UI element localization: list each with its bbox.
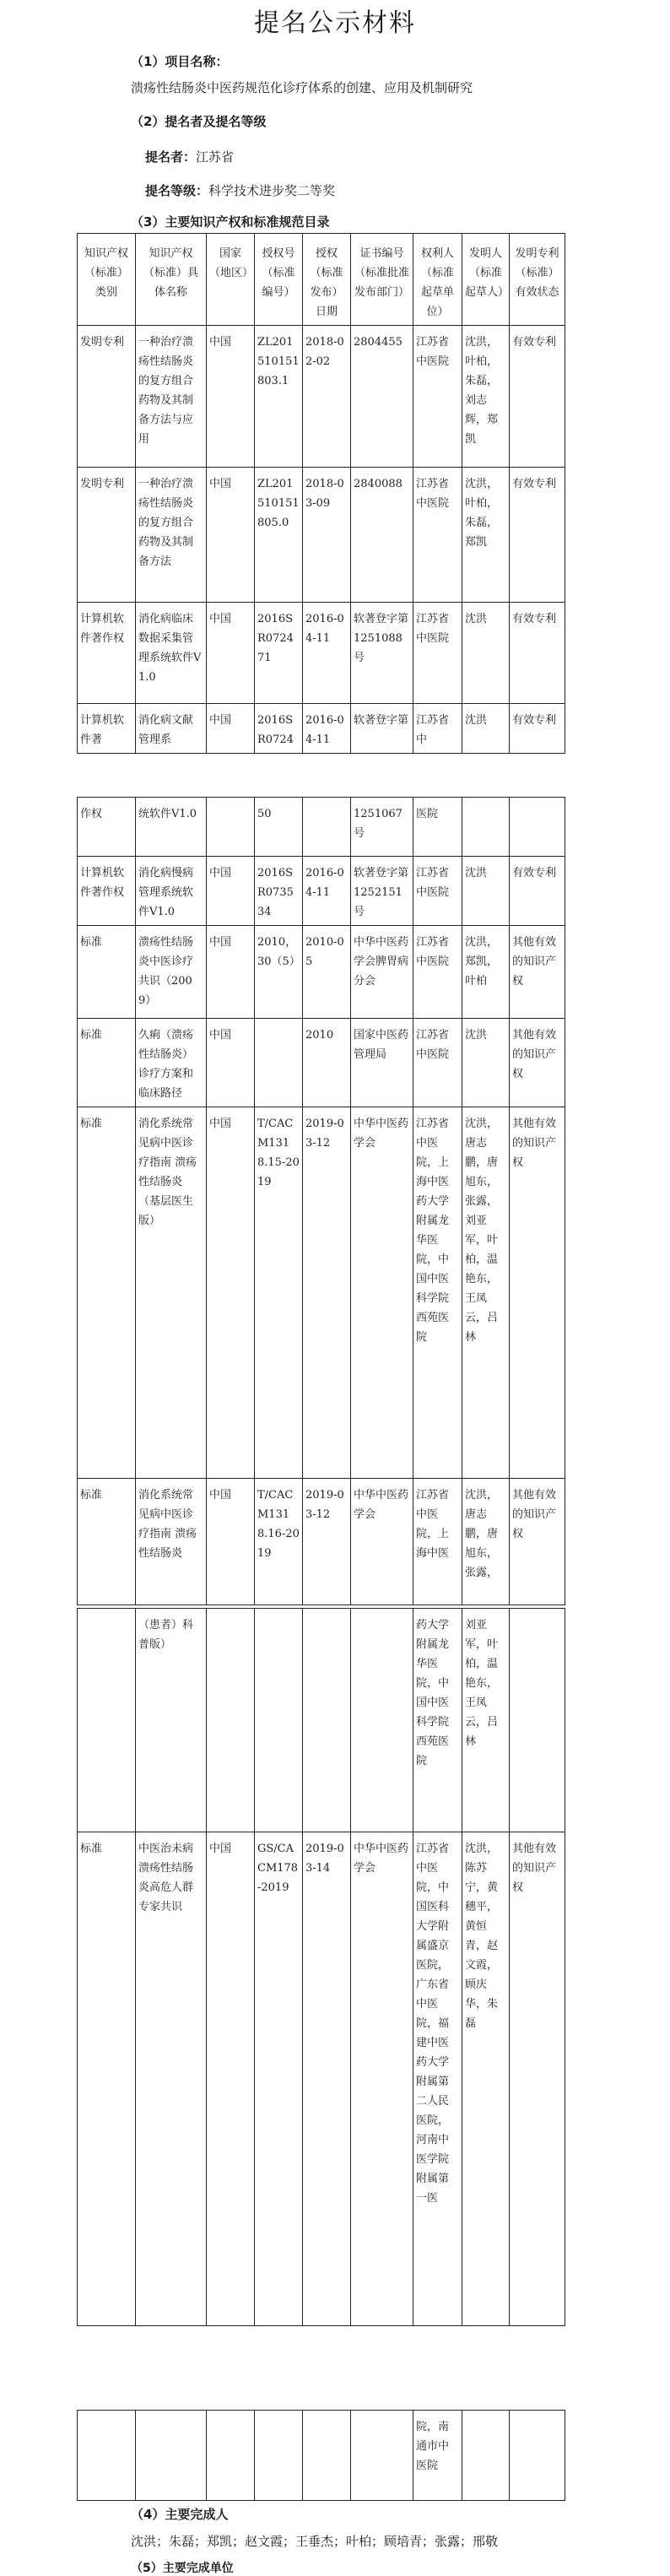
table-cell xyxy=(510,2411,565,2501)
table-cell: 江苏省中医院 xyxy=(413,1019,462,1107)
table-cell: 中华中医药学会 xyxy=(351,1479,413,1605)
table-cell: 2840088 xyxy=(351,468,413,603)
nominator-label: 提名者： xyxy=(145,149,197,165)
project-name: 溃疡性结肠炎中医药规范化诊疗体系的创建、应用及机制研究 xyxy=(131,80,473,95)
table-cell xyxy=(510,798,565,857)
table-cell: 2010，30（5） xyxy=(255,926,303,1019)
table-cell: 中国 xyxy=(207,326,255,468)
page-title: 提名公示材料 xyxy=(254,8,416,38)
table-cell: 沈洪 xyxy=(462,704,510,754)
part-1-body xyxy=(78,326,565,754)
part-2-body xyxy=(78,798,565,1605)
table-row xyxy=(78,704,565,754)
table-cell xyxy=(207,798,255,857)
header-cell: 知识产权（标准）类别 xyxy=(78,234,136,326)
table-row xyxy=(78,326,565,468)
table-cell: 江苏省中医院，上海中医 xyxy=(413,1479,462,1605)
table-row xyxy=(78,926,565,1019)
table-cell xyxy=(78,2411,136,2501)
nominator-line xyxy=(145,148,234,165)
table-cell: 沈洪，陈苏宁，黄穗平，黄恒青，赵文霞，顾庆华，朱磊 xyxy=(462,1832,510,2326)
table-cell: 沈洪 xyxy=(462,857,510,926)
table-cell: ZL201510151805.0 xyxy=(255,468,303,603)
table-cell: 计算机软件著 xyxy=(78,704,136,754)
header-cell: 授权号（标准编号） xyxy=(255,234,303,326)
table-cell: 计算机软件著作权 xyxy=(78,857,136,926)
table-cell: 有效专利 xyxy=(510,468,565,603)
table-cell: 沈洪 xyxy=(462,603,510,704)
table-cell: 国家中医药管理局 xyxy=(351,1019,413,1107)
table-cell: 2010 xyxy=(303,1019,351,1107)
table-cell: 有效专利 xyxy=(510,326,565,468)
table-row xyxy=(78,1107,565,1479)
table-cell: GS/CACM178-2019 xyxy=(255,1832,303,2326)
table-cell: 有效专利 xyxy=(510,603,565,704)
table-cell: 标准 xyxy=(78,1019,136,1107)
table-cell: 消化系统常见病中医诊疗指南 溃疡性结肠炎（基层医生版） xyxy=(136,1107,207,1479)
table-cell: 2016SR073534 xyxy=(255,857,303,926)
ip-table-part-3 xyxy=(77,1608,565,2326)
table-cell: 2016SR072471 xyxy=(255,603,303,704)
table-cell xyxy=(207,2411,255,2501)
header-cell: 知识产权（标准）具体名称 xyxy=(136,234,207,326)
grade-line xyxy=(145,181,335,199)
table-cell: 江苏省中医院 xyxy=(413,326,462,468)
table-cell: 统软件V1.0 xyxy=(136,798,207,857)
table-cell: （患者）科普版） xyxy=(136,1609,207,1832)
header-cell: 发明人（标准起草人） xyxy=(462,234,510,326)
table-cell: 软著登字第 xyxy=(351,704,413,754)
table-cell: T/CACM1318.16-2019 xyxy=(255,1479,303,1605)
table-cell: 消化病慢病管理系统软件V1.0 xyxy=(136,857,207,926)
table-row xyxy=(78,1832,565,2326)
ip-table-part-2 xyxy=(77,797,565,1605)
table-cell: 发明专利 xyxy=(78,326,136,468)
table-cell: ZL201510151803.1 xyxy=(255,326,303,468)
table-cell: 标准 xyxy=(78,1832,136,2326)
table-cell: 江苏省中医院，上海中医药大学附属龙华医院，中国中医科学院西苑医院 xyxy=(413,1107,462,1479)
table-cell: 中国 xyxy=(207,926,255,1019)
table-cell: 溃疡性结肠炎中医诊疗共识（2009） xyxy=(136,926,207,1019)
table-cell: 院，南通市中医院 xyxy=(413,2411,462,2501)
table-cell: 其他有效的知识产权 xyxy=(510,1107,565,1479)
table-row xyxy=(78,2411,565,2501)
table-cell: 沈洪，郑凯，叶柏 xyxy=(462,926,510,1019)
table-cell: T/CACM1318.15-2019 xyxy=(255,1107,303,1479)
table-cell: 标准 xyxy=(78,1479,136,1605)
table-cell: 医院 xyxy=(413,798,462,857)
table-cell: 江苏省中医院 xyxy=(413,468,462,603)
table-cell: 中国 xyxy=(207,857,255,926)
table-cell: 50 xyxy=(255,798,303,857)
table-cell xyxy=(303,798,351,857)
section-5-heading: （5）主要完成单位 xyxy=(131,2562,234,2575)
table-cell: 江苏省中医院 xyxy=(413,603,462,704)
table-cell: 一种治疗溃疡性结肠炎的复方组合药物及其制备方法 xyxy=(136,468,207,603)
table-cell: 有效专利 xyxy=(510,704,565,754)
table-cell: 其他有效的知识产权 xyxy=(510,926,565,1019)
table-cell: 一种治疗溃疡性结肠炎的复方组合药物及其制备方法与应用 xyxy=(136,326,207,468)
header-cell: 证书编号（标准批准发布部门） xyxy=(351,234,413,326)
table-row xyxy=(78,468,565,603)
table-cell: 中国 xyxy=(207,1107,255,1479)
table-cell: 软著登字第1251088号 xyxy=(351,603,413,704)
table-cell: 2019-03-12 xyxy=(303,1479,351,1605)
table-cell: 江苏省中医院，中国医科大学附属盛京医院，广东省中医院，福建中医药大学附属第二人民医院，河南中医学院附属第一医 xyxy=(413,1832,462,2326)
table-cell: 2018-03-09 xyxy=(303,468,351,603)
table-cell: 江苏省中医院 xyxy=(413,857,462,926)
table-cell: 江苏省中 xyxy=(413,704,462,754)
table-cell xyxy=(78,1609,136,1832)
header-cell: 授权（标准发布）日期 xyxy=(303,234,351,326)
ip-table-part-1 xyxy=(77,233,565,754)
table-cell: 2010-05 xyxy=(303,926,351,1019)
table-cell: 中华中医药学会 xyxy=(351,1107,413,1479)
section-2-heading: （2）提名者及提名等级 xyxy=(131,114,267,129)
table-cell xyxy=(255,2411,303,2501)
header-cell: 国家（地区） xyxy=(207,234,255,326)
table-cell xyxy=(255,1019,303,1107)
table-cell: 其他有效的知识产权 xyxy=(510,1019,565,1107)
ip-table-part-4 xyxy=(77,2410,565,2501)
table-cell xyxy=(462,798,510,857)
table-cell: 软著登字第1252151号 xyxy=(351,857,413,926)
table-cell: 1251067号 xyxy=(351,798,413,857)
main-contributors: 沈洪；朱磊；郑凯；赵文霞；王垂杰；叶柏；顾培青；张露；邢敬 xyxy=(131,2534,499,2549)
grade-label: 提名等级： xyxy=(145,183,209,198)
table-row xyxy=(78,857,565,926)
grade-value: 科学技术进步奖二等奖 xyxy=(208,183,336,198)
table-cell: 沈洪，唐志鹏，唐旭东，张露，刘亚军，叶柏，温艳东，王凤云，吕林 xyxy=(462,1107,510,1479)
table-row xyxy=(78,1019,565,1107)
table-cell: 中医治未病 溃疡性结肠炎高危人群专家共识 xyxy=(136,1832,207,2326)
section-1-heading xyxy=(131,52,228,70)
table-cell: 2016-04-11 xyxy=(303,857,351,926)
header-cell: 发明专利（标准）有效状态 xyxy=(510,234,565,326)
table-cell: 2804455 xyxy=(351,326,413,468)
table-cell xyxy=(136,2411,207,2501)
table-cell: 久痢（溃疡性结肠炎）诊疗方案和临床路径 xyxy=(136,1019,207,1107)
header-cell: 权利人（标准起草单位） xyxy=(413,234,462,326)
table-cell: 其他有效的知识产权 xyxy=(510,1832,565,2326)
table-row xyxy=(78,1479,565,1605)
table-cell: 中国 xyxy=(207,704,255,754)
table-cell: 中华中医药学会脾胃病分会 xyxy=(351,926,413,1019)
table-cell: 中国 xyxy=(207,468,255,603)
table-cell: 沈洪，叶柏，朱磊，郑凯 xyxy=(462,468,510,603)
table-cell: 2019-03-12 xyxy=(303,1107,351,1479)
table-cell: 2016-04-11 xyxy=(303,704,351,754)
table-cell: 消化病文献管理系 xyxy=(136,704,207,754)
table-cell: 中国 xyxy=(207,1019,255,1107)
table-cell: 标准 xyxy=(78,1107,136,1479)
table-cell: 药大学附属龙华医院，中国中医科学院西苑医院 xyxy=(413,1609,462,1832)
table-row xyxy=(78,798,565,857)
table-cell: 2019-03-14 xyxy=(303,1832,351,2326)
table-cell xyxy=(207,1609,255,1832)
table-cell: 中国 xyxy=(207,1832,255,2326)
table-cell: 作权 xyxy=(78,798,136,857)
table-cell: 江苏省中医院 xyxy=(413,926,462,1019)
table-cell: 沈洪 xyxy=(462,1019,510,1107)
table-cell xyxy=(255,1609,303,1832)
table-cell: 中华中医药学会 xyxy=(351,1832,413,2326)
table-cell xyxy=(510,1609,565,1832)
table-cell xyxy=(303,1609,351,1832)
part-3-body xyxy=(78,1609,565,2326)
table-cell: 标准 xyxy=(78,926,136,1019)
table-cell: 中国 xyxy=(207,603,255,704)
table-cell: 消化病临床数据采集管理系统软件V1.0 xyxy=(136,603,207,704)
table-cell xyxy=(462,2411,510,2501)
nominator-value: 江苏省 xyxy=(196,149,235,165)
table-cell: 有效专利 xyxy=(510,857,565,926)
section-3-heading: （3）主要知识产权和标准规范目录 xyxy=(131,214,330,230)
table-row xyxy=(78,603,565,704)
table-row xyxy=(78,1609,565,1832)
table-cell: 沈洪，叶柏，朱磊，刘志辉，郑凯 xyxy=(462,326,510,468)
table-cell: 2016-04-11 xyxy=(303,603,351,704)
table-cell: 沈洪，唐志鹏，唐旭东，张露， xyxy=(462,1479,510,1605)
table-cell: 消化系统常见病中医诊疗指南 溃疡性结肠炎 xyxy=(136,1479,207,1605)
section-4-heading: （4）主要完成人 xyxy=(131,2507,229,2522)
section-1-heading-text: （1）项目名称： xyxy=(131,54,229,69)
table-cell: 计算机软件著作权 xyxy=(78,603,136,704)
table-cell xyxy=(351,2411,413,2501)
part-4-body xyxy=(78,2411,565,2501)
table-cell: 发明专利 xyxy=(78,468,136,603)
table-cell: 刘亚军，叶柏，温艳东，王凤云，吕林 xyxy=(462,1609,510,1832)
table-cell xyxy=(351,1609,413,1832)
table-cell: 2018-02-02 xyxy=(303,326,351,468)
table-cell: 2016SR0724 xyxy=(255,704,303,754)
table-header-row xyxy=(78,234,565,326)
table-cell xyxy=(303,2411,351,2501)
table-cell: 其他有效的知识产权 xyxy=(510,1479,565,1605)
table-cell: 中国 xyxy=(207,1479,255,1605)
